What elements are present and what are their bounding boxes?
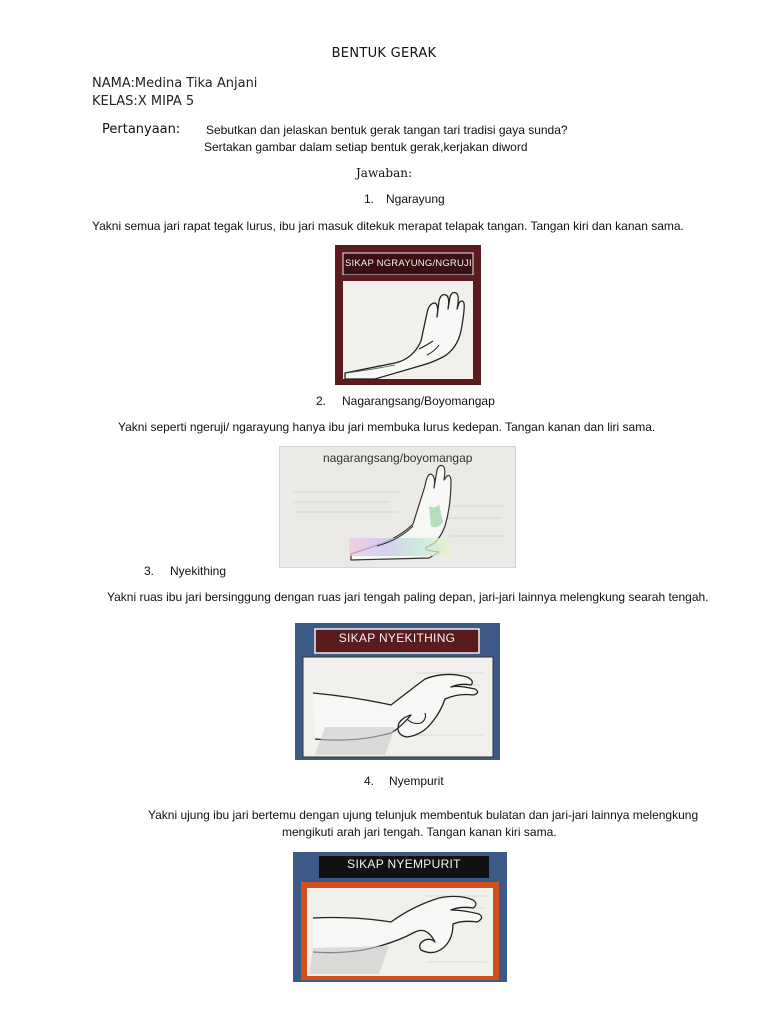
item-2-name: Nagarangsang/Boyomangap [342, 394, 495, 408]
item-1-number: 1. [364, 192, 375, 206]
item-4-name: Nyempurit [389, 774, 444, 788]
question-line-1: Sebutkan dan jelaskan bentuk gerak tangan tari tradisi gaya sunda? [206, 123, 568, 137]
class-value: X MIPA 5 [137, 94, 195, 109]
question-line-2: Sertakan gambar dalam setiap bentuk gerak,kerjakan diword [204, 140, 528, 154]
name-value: Medina Tika Anjani [134, 76, 258, 91]
figure-nyempurit-caption: SIKAP NYEMPURIT [347, 857, 461, 871]
name-line [92, 76, 257, 91]
figure-nyempurit [293, 852, 507, 982]
class-label: KELAS: [92, 94, 138, 109]
item-3-name: Nyekithing [170, 564, 227, 578]
item-1-description: Yakni semua jari rapat tegak lurus, ibu jari masuk ditekuk merapat telapak tangan. Tangan kiri dan kanan sama. [92, 219, 684, 233]
item-4-description-line-2: mengikuti arah jari tengah. Tangan kanan kiri sama. [282, 825, 557, 839]
item-4-number: 4. [364, 774, 375, 788]
item-3-description: Yakni ruas ibu jari bersinggung dengan ruas jari tengah paling depan, jari-jari lainnya melengkung searah tengah. [107, 590, 709, 604]
item-2-number: 2. [316, 394, 327, 408]
item-2-description: Yakni seperti ngeruji/ ngarayung hanya ibu jari membuka lurus kedepan. Tangan kanan dan liri sama. [118, 420, 656, 434]
document-title: BENTUK GERAK [331, 46, 437, 61]
class-line [92, 94, 194, 109]
question-label: Pertanyaan: [102, 122, 181, 137]
name-label: NAMA: [92, 76, 135, 91]
figure-nagarangsang-caption: nagarangsang/boyomangap [323, 451, 473, 465]
item-3-number: 3. [144, 564, 155, 578]
item-1-name: Ngarayung [386, 192, 445, 206]
answer-label: Jawaban: [356, 166, 412, 180]
figure-ngarayung-caption: SIKAP NGRAYUNG/NGRUJI [345, 258, 472, 269]
item-4-description-line-1: Yakni ujung ibu jari bertemu dengan ujung telunjuk membentuk bulatan dan jari-jari lainnya melengkung [148, 808, 699, 822]
figure-nyekithing-caption: SIKAP NYEKITHING [338, 631, 456, 645]
